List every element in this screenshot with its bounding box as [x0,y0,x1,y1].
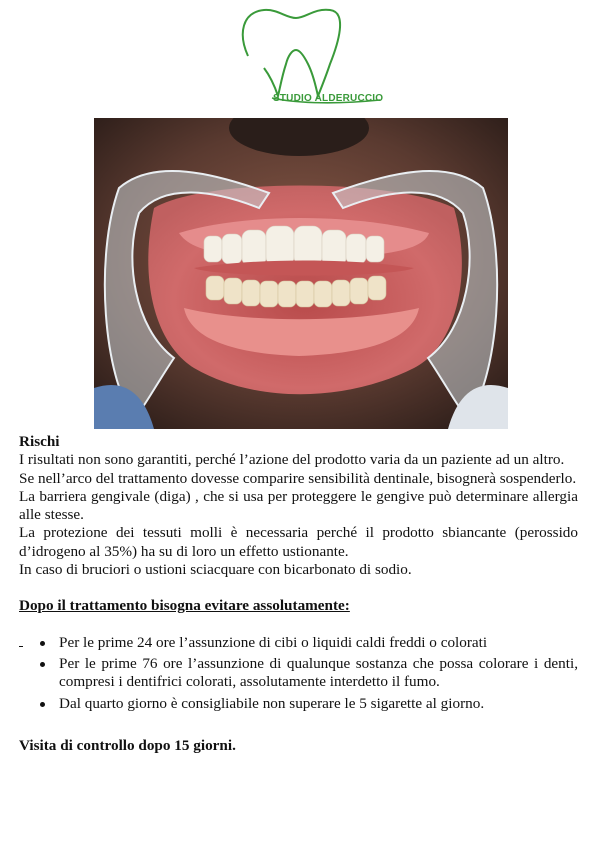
paragraph: Se nell’arco del trattamento dovesse comparire sensibilità dentinale, bisognerà sospenderlo. [19,469,577,487]
paragraph: I risultati non sono garantiti, perché l’azione del prodotto varia da un paziente ad un altro. [19,451,565,469]
list-item-text: Dal quarto giorno è consigliabile non superare le 5 sigarette al giorno. [59,694,485,712]
logo-text: STUDIO ALDERUCCIO [273,93,384,104]
bullet-list [19,634,578,713]
section-title-after-treatment: Dopo il trattamento bisogna evitare assolutamente: [19,597,350,615]
bullet-icon [40,702,45,707]
list-item-text: Per le prime 24 ore l’assunzione di cibi o liquidi caldi freddi o colorati [59,633,488,651]
spacer [19,579,578,591]
underline-mark [19,646,23,647]
bullet-icon [40,641,45,646]
control-visit-note: Visita di controllo dopo 15 giorni. [19,736,236,754]
paragraph: In caso di bruciori o ustioni sciacquare con bicarbonato di sodio. [19,561,412,579]
list-item [19,634,578,652]
bullet-icon [40,662,45,667]
paragraph: La protezione dei tessuti molli è necessaria perché il prodotto sbiancante (perossido d’idrogeno al 35%) ha su di loro un effetto ustionante. [19,524,578,560]
list-item [19,695,578,713]
list-item-text: Per le prime 76 ore l’assunzione di qualunque sostanza che possa colorare i denti, compresi i dentifrici colorati, assolutamente interdetto il fumo. [59,654,578,691]
paragraph: La barriera gengivale (diga) , che si usa per proteggere le gengive può determinare allergia alle stesse. [19,487,578,524]
tooth-logo-icon [230,4,380,104]
dental-photo [94,118,508,429]
list-item [19,655,578,692]
section-heading-rischi: Rischi [19,433,60,450]
document-body [19,433,578,755]
